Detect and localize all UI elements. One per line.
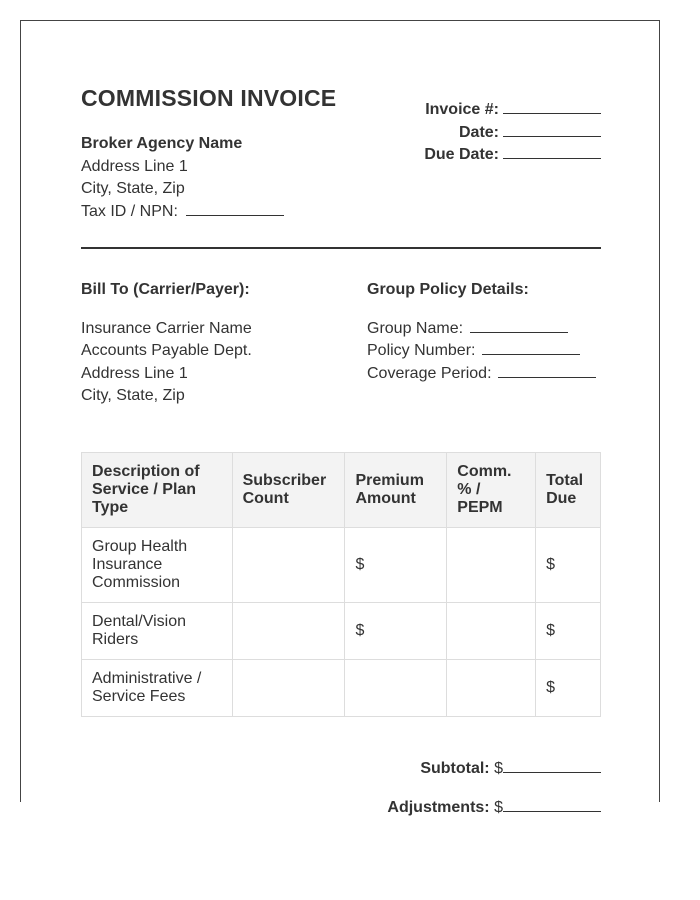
policy-block — [367, 279, 596, 385]
line-items-table — [81, 452, 601, 717]
policy-number-row — [367, 340, 596, 363]
invoice-number-blank[interactable] — [503, 100, 601, 114]
agency-address: Address Line 1 — [81, 157, 188, 175]
date-label: Date: — [458, 123, 499, 141]
row-premium-amount[interactable] — [345, 660, 447, 717]
carrier-city-state-zip: City, State, Zip — [81, 387, 185, 404]
table-row — [82, 528, 601, 603]
header-subscriber-count: Subscriber Count — [232, 453, 345, 528]
policy-number-blank[interactable] — [482, 341, 580, 355]
due-date-blank[interactable] — [503, 145, 601, 159]
agency-block — [81, 133, 284, 223]
table-row — [82, 660, 601, 717]
row-commission[interactable] — [447, 528, 536, 603]
row-subscriber-count[interactable] — [232, 603, 345, 660]
row-commission[interactable] — [447, 660, 536, 717]
header-description: Description of Service / Plan Type — [82, 453, 233, 528]
invoice-title: COMMISSION INVOICE — [81, 85, 337, 111]
invoice-number-label: Invoice #: — [425, 101, 499, 118]
subtotal-row — [420, 759, 601, 778]
agency-tax-row — [81, 201, 284, 224]
row-description: Administrative / Service Fees — [82, 660, 233, 717]
row-total-due[interactable]: $ — [536, 603, 601, 660]
group-name-label: Group Name: — [367, 319, 464, 337]
carrier-address: Address Line 1 — [81, 364, 188, 382]
table-row — [82, 603, 601, 660]
row-premium-amount[interactable]: $ — [345, 528, 447, 603]
row-subscriber-count[interactable] — [232, 528, 345, 603]
bill-to-block — [81, 279, 252, 408]
row-premium-amount[interactable]: $ — [345, 603, 447, 660]
header-total-due: Total Due — [536, 453, 601, 528]
due-date-label: Due Date: — [424, 146, 499, 163]
row-total-due[interactable]: $ — [536, 528, 601, 603]
agency-name: Broker Agency Name — [81, 135, 243, 152]
invoice-page — [20, 20, 660, 816]
adjustments-currency: $ — [494, 799, 503, 816]
date-row — [424, 122, 601, 145]
coverage-period-label: Coverage Period: — [367, 364, 492, 382]
row-commission[interactable] — [447, 603, 536, 660]
table-header-row — [82, 453, 601, 528]
row-subscriber-count[interactable] — [232, 660, 345, 717]
invoice-number-row — [424, 99, 601, 122]
policy-number-label: Policy Number: — [367, 342, 476, 359]
carrier-department: Accounts Payable Dept. — [81, 342, 252, 359]
subtotal-blank[interactable] — [503, 759, 601, 773]
agency-city-state-zip: City, State, Zip — [81, 180, 185, 197]
due-date-row — [424, 144, 601, 167]
row-total-due[interactable]: $ — [536, 660, 601, 717]
tax-id-blank[interactable] — [186, 202, 284, 216]
adjustments-label: Adjustments: — [387, 799, 490, 816]
row-description: Group Health Insurance Commission — [82, 528, 233, 603]
bill-to-heading: Bill To (Carrier/Payer): — [81, 281, 250, 298]
subtotal-label: Subtotal: — [420, 760, 490, 777]
date-blank[interactable] — [503, 123, 601, 137]
carrier-name: Insurance Carrier Name — [81, 319, 252, 337]
header-premium-amount: Premium Amount — [345, 453, 447, 528]
coverage-period-blank[interactable] — [498, 364, 596, 378]
header-divider — [81, 247, 601, 249]
tax-id-label: Tax ID / NPN: — [81, 202, 178, 220]
adjustments-row — [387, 798, 601, 817]
coverage-period-row — [367, 363, 596, 386]
adjustments-blank[interactable] — [503, 798, 601, 812]
group-name-row — [367, 318, 596, 341]
row-description: Dental/Vision Riders — [82, 603, 233, 660]
policy-heading: Group Policy Details: — [367, 281, 529, 298]
subtotal-currency: $ — [494, 760, 503, 777]
invoice-meta — [424, 99, 601, 167]
header-commission: Comm. % / PEPM — [447, 453, 536, 528]
group-name-blank[interactable] — [470, 319, 568, 333]
